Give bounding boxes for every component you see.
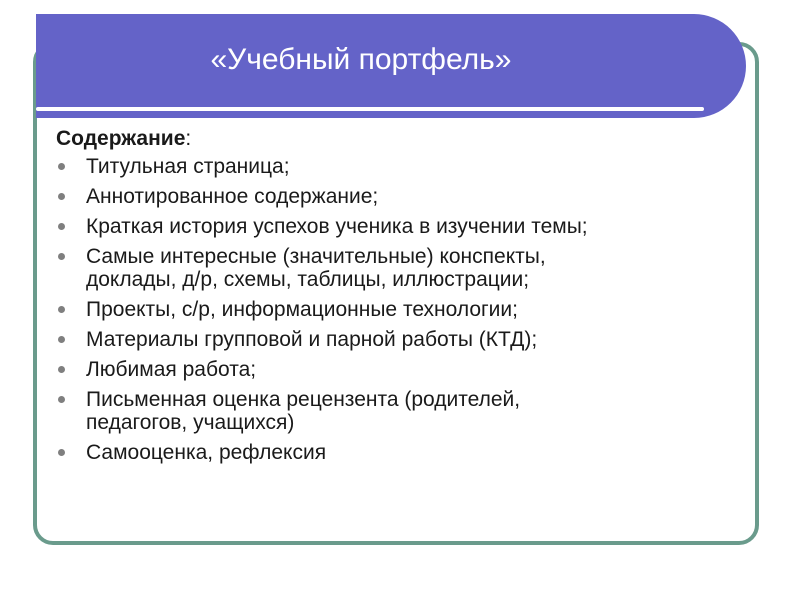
list-item-text: Титульная страница; <box>86 155 290 178</box>
list-item <box>56 245 746 291</box>
list-item <box>56 215 746 238</box>
bullet-icon <box>58 366 65 373</box>
contents-list <box>56 155 746 464</box>
list-item <box>56 298 746 321</box>
contents-heading <box>56 124 746 153</box>
list-item-text: Любимая работа; <box>86 358 257 381</box>
list-item-text-continued: доклады, д/р, схемы, таблицы, иллюстрации; <box>86 268 530 291</box>
contents-heading-label: Содержание <box>56 127 186 150</box>
list-item-text: Материалы групповой и парной работы (КТД); <box>86 328 538 351</box>
list-item <box>56 358 746 381</box>
list-item <box>56 155 746 178</box>
list-item-text: Краткая история успехов ученика в изучении темы; <box>86 215 588 238</box>
list-item-text: Самооценка, рефлексия <box>86 441 327 464</box>
list-item-text: Проекты, с/р, информационные технологии; <box>86 298 518 321</box>
title-underline <box>36 107 704 111</box>
list-item <box>56 388 746 434</box>
contents-heading-colon: : <box>185 127 192 150</box>
bullet-icon <box>58 193 65 200</box>
bullet-icon <box>58 336 65 343</box>
bullet-icon <box>58 306 65 313</box>
bullet-icon <box>58 449 65 456</box>
bullet-icon <box>58 223 65 230</box>
slide-content <box>56 124 746 471</box>
list-item-text: Аннотированное содержание; <box>86 185 379 208</box>
bullet-icon <box>58 163 65 170</box>
list-item-text: Самые интересные (значительные) конспекты, <box>86 245 546 268</box>
list-item-text: Письменная оценка рецензента (родителей, <box>86 388 521 411</box>
list-item-text-continued: педагогов, учащихся) <box>86 411 295 434</box>
bullet-icon <box>58 396 65 403</box>
list-item <box>56 328 746 351</box>
bullet-icon <box>58 253 65 260</box>
list-item <box>56 185 746 208</box>
list-item <box>56 441 746 464</box>
slide-title: «Учебный портфель» <box>210 43 512 76</box>
